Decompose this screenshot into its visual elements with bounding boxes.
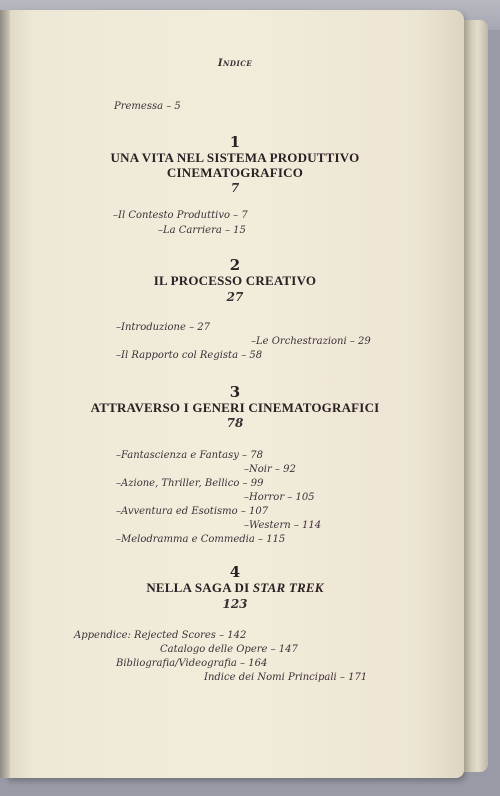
chapter-2-title: IL PROCESSO CREATIVO: [153, 273, 317, 288]
chapter-3-title: ATTRAVERSO I GENERI CINEMATOGRAFICI: [90, 400, 380, 415]
toc-entry: –Fantascienza e Fantasy – 78: [116, 450, 263, 461]
chapter-4-page: 123: [222, 597, 248, 611]
chapter-1-title-line-2: CINEMATOGRAFICO: [166, 165, 304, 180]
chapter-1-title-line-1: UNA VITA NEL SISTEMA PRODUTTIVO: [110, 150, 360, 165]
toc-entry: –Melodramma e Commedia – 115: [116, 534, 286, 545]
chapter-4-number: 4: [229, 563, 241, 581]
toc-entry: –Introduzione – 27: [116, 322, 210, 333]
appendix-entry: Bibliografia/Videografia – 164: [116, 658, 268, 669]
chapter-1-page: 7: [230, 181, 240, 195]
toc-entry: –Avventura ed Esotismo – 107: [116, 506, 269, 517]
toc-entry: –Il Rapporto col Regista – 58: [116, 350, 263, 361]
chapter-3-number: 3: [229, 383, 241, 401]
toc-entry: –Le Orchestrazioni – 29: [251, 336, 371, 347]
appendix-entry: Indice dei Nomi Principali – 171: [204, 672, 368, 683]
chapter-4-title: NELLA SAGA DI STAR TREK: [146, 580, 324, 595]
index-header: Indice: [217, 58, 253, 69]
toc-entry: –Western – 114: [244, 520, 322, 531]
premessa-entry: Premessa – 5: [114, 101, 181, 112]
toc-entry: –Azione, Thriller, Bellico – 99: [116, 478, 264, 489]
chapter-2-page: 27: [226, 290, 244, 304]
toc-entry: –La Carriera – 15: [158, 225, 246, 236]
chapter-2-number: 2: [229, 256, 241, 274]
chapter-3-page: 78: [226, 416, 244, 430]
toc-entry: –Horror – 105: [244, 492, 315, 503]
toc-entry: –Noir – 92: [244, 464, 296, 475]
appendix-entry: Catalogo delle Opere – 147: [160, 644, 298, 655]
chapter-4-title-italic: STAR TREK: [252, 580, 324, 595]
chapter-1-number: 1: [229, 133, 241, 151]
appendix-entry: Appendice: Rejected Scores – 142: [74, 630, 247, 641]
toc-entry: –Il Contesto Produttivo – 7: [113, 210, 248, 221]
